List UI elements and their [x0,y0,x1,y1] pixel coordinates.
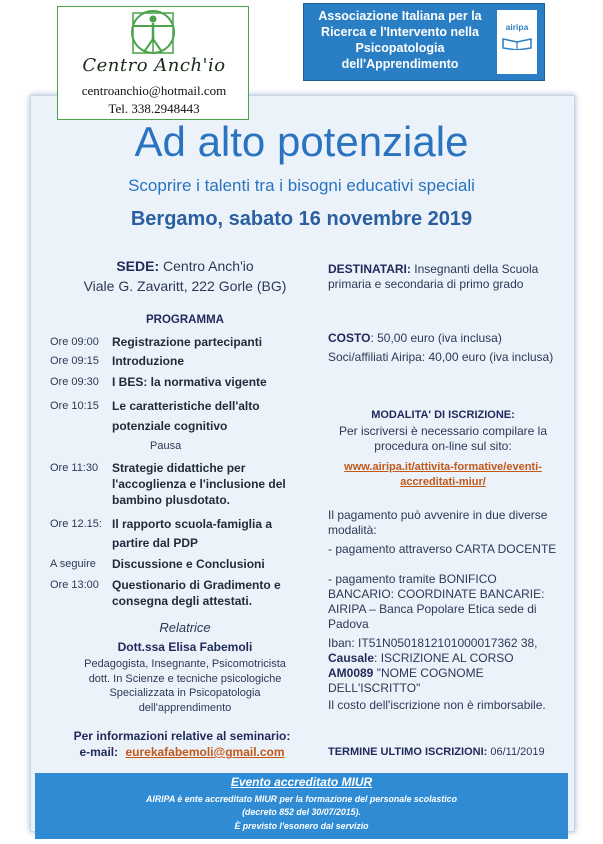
costo-text: : 50,00 euro (iva inclusa) [370,331,502,345]
causale-text: : ISCRIZIONE AL CORSO [374,651,514,665]
program-time: Ore 09:00 [50,336,99,348]
program-time: Ore 10:15 [50,400,99,412]
modalita-desc: Per iscriversi è necessario compilare la procedura on-line sul sito: [338,424,548,453]
logo-name: Centro Anch'io [82,55,226,76]
program-activity: Le caratteristiche dell'alto potenziale cognitivo [112,399,260,433]
termine-label: TERMINE ULTIMO ISCRIZIONI: [328,746,488,758]
program-time: Ore 13:00 [50,579,99,591]
program-activity: Discussione e Conclusioni [112,557,265,571]
miur-banner-line: È previsto l'esonero dal servizio [234,821,369,831]
program-time: A seguire [50,558,96,570]
relatrice-desc-line: dott. In Scienze e tecniche psicologiche [88,672,282,685]
vitruvian-man-icon [124,9,182,55]
event-date: Bergamo, sabato 16 novembre 2019 [130,208,473,230]
program-time: Ore 09:30 [50,376,99,388]
costo-soci: Soci/affiliati Airipa: 40,00 euro (iva inclusa) [328,350,554,364]
relatrice-label: Relatrice [159,620,211,635]
pagamento-intro: Il pagamento può avvenire in due diverse modalità: [328,508,548,537]
destinatari-text: Insegnanti della Scuola primaria e secondaria di primo grado [328,262,539,291]
destinatari [328,262,560,292]
logo-phone: Tel. 338.2948443 [108,101,200,116]
miur-banner-line: AIRIPA è ente accreditato MIUR per la formazione del personale scolastico [146,794,457,804]
pagamento-opt1: - pagamento attraverso CARTA DOCENTE [328,542,557,556]
pagamento-note: Il costo dell'iscrizione non è rimborsabile. [328,698,546,712]
miur-banner-line: (decreto 852 del 30/07/2015). [242,807,361,817]
program-activity: Introduzione [112,354,184,368]
association-text: Associazione Italiana per la Ricerca e l'Intervento nella Psicopatologia dell'Apprendimento [318,9,482,71]
pausa: Pausa [150,440,182,452]
pagamento-opt2: - pagamento tramite BONIFICO BANCARIO: COORDINATE BANCARIE: AIRIPA – Banca Popolare Etica sede di Padova [328,572,545,631]
termine-iscrizioni [328,746,545,758]
pagamento-causale [328,651,560,696]
relatrice-desc-line: dell'apprendimento [138,701,232,714]
modalita-link[interactable]: www.airipa.it/attivita-formative/eventi-accreditati-miur/ [344,461,542,488]
subtitle: Scoprire i talenti tra i bisogni educativi speciali [128,176,475,195]
programma-title: PROGRAMMA [146,314,224,326]
destinatari-label: DESTINATARI: [328,262,411,276]
program-time: Ore 09:15 [50,355,99,367]
book-icon [497,36,537,50]
relatrice-description [55,657,315,715]
relatrice-desc-line: Pedagogista, Insegnante, Psicomotricista [84,658,286,670]
centro-anchio-logo [57,6,249,120]
program-time: Ore 12.15: [50,518,102,530]
info-email-link[interactable]: eurekafabemoli@gmail.com [125,745,285,759]
costo [328,331,560,346]
sede [55,258,315,274]
logo-email: centroanchio@hotmail.com [81,83,227,98]
program-activity: I BES: la normativa vigente [112,375,267,389]
program-time: Ore 11:30 [50,462,99,474]
info-heading: Per informazioni relative al seminario: [73,729,291,743]
page-title: Ad alto potenziale [134,118,469,165]
termine-value: 06/11/2019 [487,746,545,758]
info-email-label: e-mail: [79,745,119,759]
causale-label: Causale [328,651,375,665]
causale-rest: "NOME COGNOME DELL'ISCRITTO" [328,666,484,695]
sede-label: SEDE: [116,258,160,274]
info-email-line [42,745,322,759]
program-activity: Registrazione partecipanti [112,335,263,349]
modalita-title: MODALITA' DI ISCRIZIONE: [371,409,515,421]
relatrice-desc-line: Specializzata in Psicopatologia [109,687,261,699]
program-activity: Il rapporto scuola-famiglia a partire dal PDP [112,517,273,550]
relatrice-name: Dott.ssa Elisa Fabemoli [117,640,253,654]
pagamento-iban: Iban: IT51N0501812101000017362 38, [328,636,538,650]
program-activity: Strategie didattiche per l'accoglienza e l'inclusione del bambino plusdotato. [112,461,286,507]
sede-name: Centro Anch'io [163,258,254,274]
causale-code: AM0089 [328,666,374,680]
program-activity: Questionario di Gradimento e consegna degli attestati. [112,578,281,608]
miur-banner-title: Evento accreditato MIUR [230,775,373,789]
airipa-label: airipa [505,22,529,32]
sede-address: Viale G. Zavaritt, 222 Gorle (BG) [83,278,287,294]
miur-banner [35,773,568,839]
association-box [303,3,545,81]
airipa-logo [497,10,537,74]
costo-label: COSTO [328,331,371,345]
